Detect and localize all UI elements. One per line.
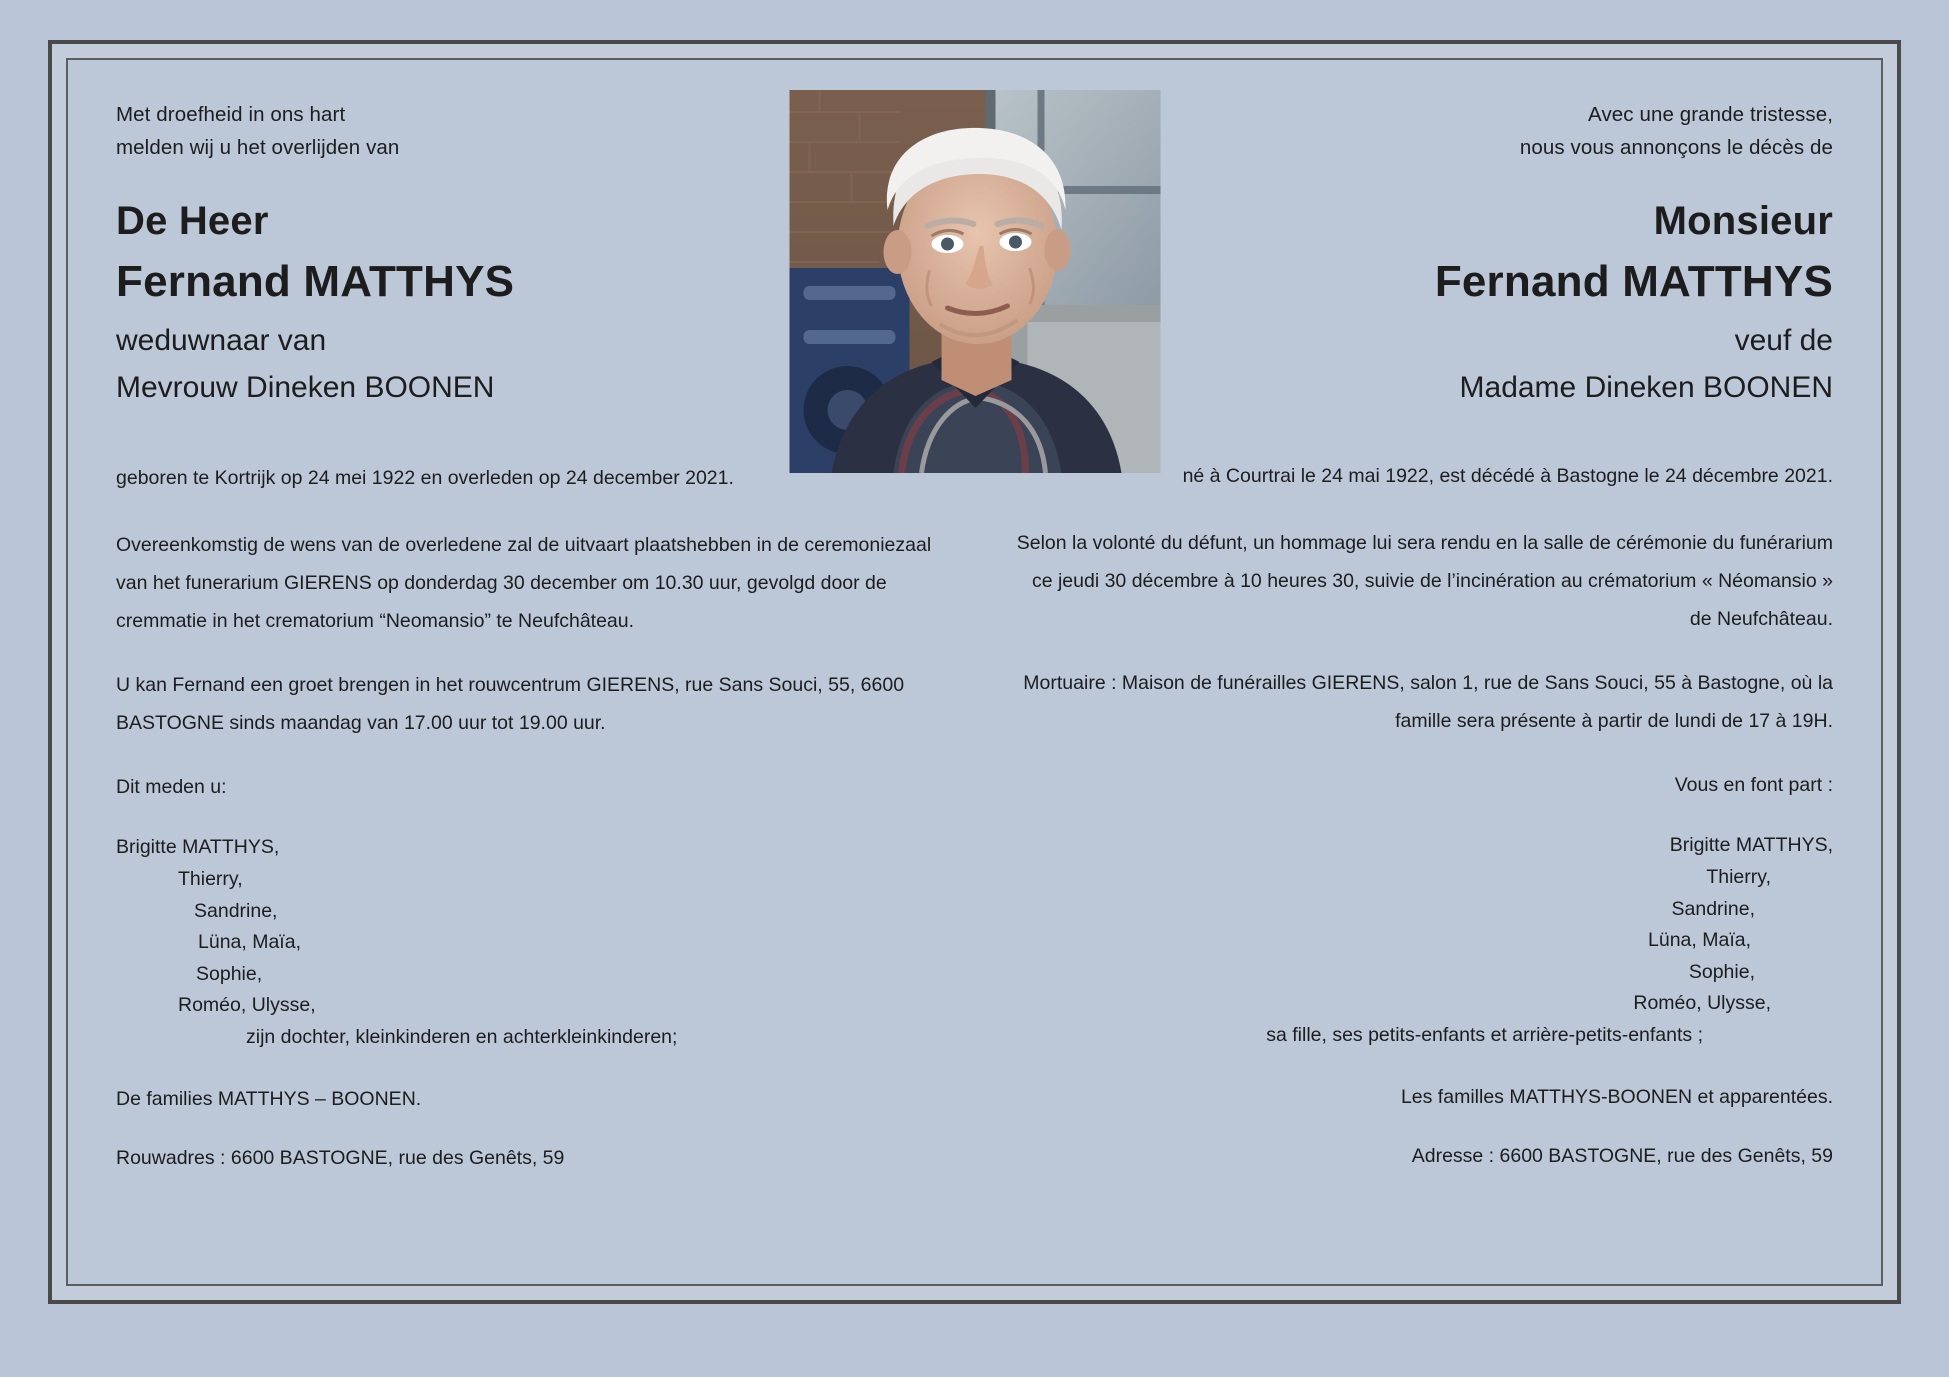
list-item: Sophie,	[1688, 960, 1755, 983]
list-item: Brigitte MATTHYS,	[1669, 834, 1833, 857]
relation-name-fr: Madame Dineken BOONEN	[1459, 370, 1833, 404]
list-item: Lüna, Maïa,	[1648, 929, 1751, 952]
list-item: Thierry,	[1706, 866, 1771, 889]
column-dutch	[116, 60, 936, 1170]
birth-death-nl: geboren te Kortrijk op 24 mei 1922 en overleden op 24 december 2021.	[116, 467, 734, 490]
ceremony-paragraph-fr: Selon la volonté du défunt, un hommage lui sera rendu en la salle de cérémonie du funérarium ce jeudi 30 décembre à 10 heures 30, suivie de l’incinération au crématorium « Néomansio » de Neufchâteau.	[1016, 532, 1833, 631]
lead-text-fr	[1013, 98, 1833, 164]
visitation-paragraph-nl: U kan Fernand een groet brengen in het rouwcentrum GIERENS, rue Sans Souci, 55, 6600 BASTOGNE sinds maandag van 17.00 uur tot 19.00 uur.	[116, 674, 905, 735]
mourners-list-nl	[116, 832, 936, 1053]
list-item: Brigitte MATTHYS,	[116, 836, 280, 859]
list-item: Sophie,	[196, 962, 263, 985]
deceased-title-fr: Monsieur	[1653, 199, 1833, 244]
name-block-nl	[116, 192, 936, 411]
list-item: Lüna, Maïa,	[198, 931, 301, 954]
address-nl: Rouwadres : 6600 BASTOGNE, rue des Genêts, 59	[116, 1146, 565, 1169]
list-item: zijn dochter, kleinkinderen en achterkleinkinderen;	[246, 1025, 678, 1048]
list-item: Roméo, Ulysse,	[178, 994, 316, 1017]
lead-line-2-fr: nous vous annonçons le décès de	[1519, 136, 1833, 160]
families-fr: Les familles MATTHYS-BOONEN et apparentées.	[1400, 1085, 1833, 1108]
relation-name-nl: Mevrouw Dineken BOONEN	[116, 370, 495, 404]
deceased-title-nl: De Heer	[116, 199, 269, 244]
lead-line-1-fr: Avec une grande tristesse,	[1588, 103, 1833, 126]
relation-label-nl: weduwnaar van	[116, 324, 327, 358]
ceremony-paragraph-nl: Overeenkomstig de wens van de overledene zal de uitvaart plaatshebben in de ceremoniezaal van het funerarium GIERENS op donderdag 30 december om 10.30 uur, gevolgd door de cremmatie in het crematorium “Neomansio” te Neufchâteau.	[116, 534, 932, 633]
deceased-name-nl: Fernand MATTHYS	[116, 257, 515, 307]
lead-text-nl	[116, 98, 936, 164]
card-outer-frame	[48, 40, 1901, 1304]
birth-death-fr: né à Courtrai le 24 mai 1922, est décédé à Bastogne le 24 décembre 2021.	[1182, 465, 1833, 488]
mourners-list-fr	[1013, 830, 1833, 1051]
list-item: sa fille, ses petits-enfants et arrière-petits-enfants ;	[1266, 1023, 1703, 1046]
name-block-fr	[1013, 192, 1833, 411]
list-item: Sandrine,	[194, 899, 278, 922]
list-item: Roméo, Ulysse,	[1633, 992, 1771, 1015]
column-french	[1013, 60, 1833, 1168]
deceased-name-fr: Fernand MATTHYS	[1434, 257, 1833, 307]
announce-intro-fr: Vous en font part :	[1674, 774, 1833, 797]
list-item: Thierry,	[178, 868, 243, 891]
lead-line-2-nl: melden wij u het overlijden van	[116, 136, 400, 160]
announce-intro-nl: Dit meden u:	[116, 776, 227, 799]
visitation-paragraph-fr: Mortuaire : Maison de funérailles GIERENS, salon 1, rue de Sans Souci, 55 à Bastogne, où la famille sera présente à partir de lundi de 17 à 19H.	[1023, 672, 1833, 733]
card-content	[68, 60, 1881, 1284]
relation-label-fr: veuf de	[1734, 324, 1833, 358]
lead-line-1-nl: Met droefheid in ons hart	[116, 103, 346, 126]
families-nl: De families MATTHYS – BOONEN.	[116, 1087, 422, 1110]
card-inner-frame	[66, 58, 1883, 1286]
address-fr: Adresse : 6600 BASTOGNE, rue des Genêts, 59	[1411, 1144, 1833, 1167]
list-item: Sandrine,	[1671, 897, 1755, 920]
